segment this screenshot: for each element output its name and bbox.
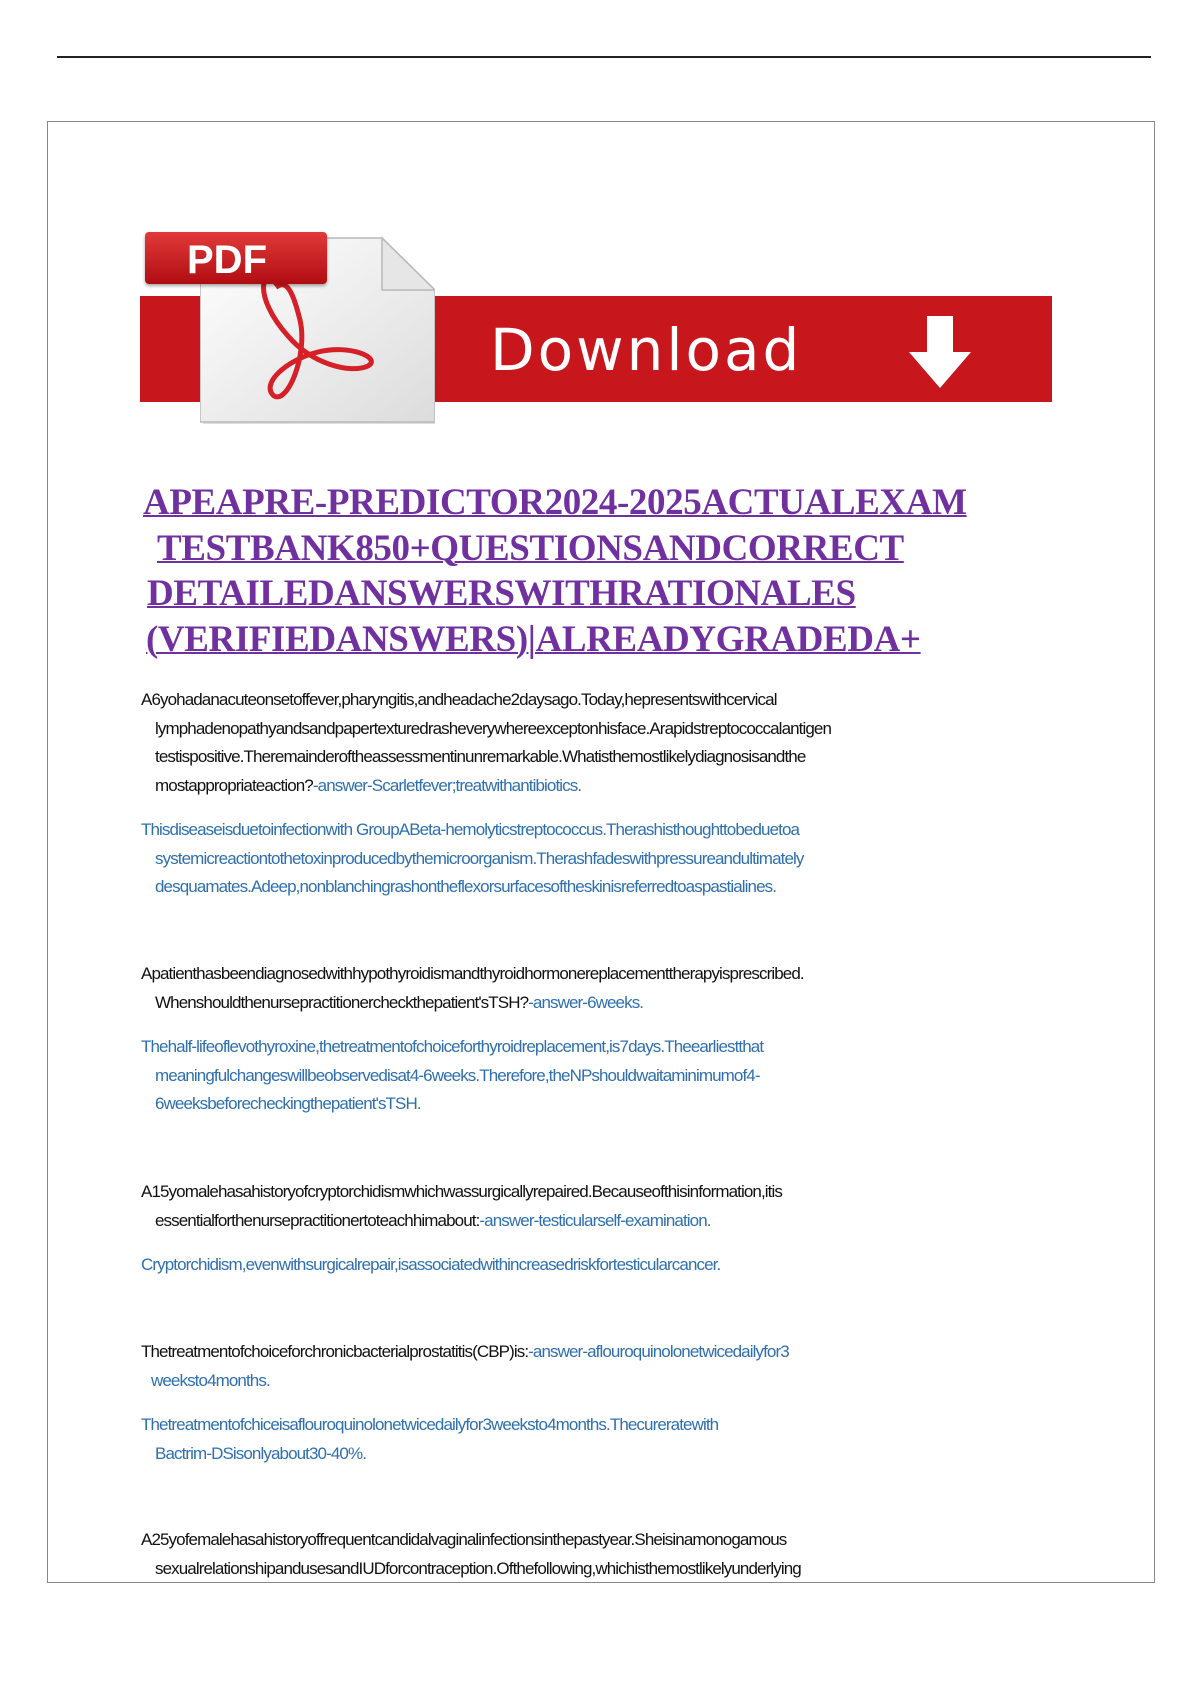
rationale-line: Bactrim-DSisonlyabout30-40%. [155, 1443, 367, 1463]
document-title [143, 480, 1043, 662]
question-line: sexualrelationshipandusesandIUDforcontraception.Ofthefollowing,whichisthemostlikelyunderlying [155, 1558, 801, 1578]
rationale-line: Thisdiseaseisduetoinfectionwith GroupABeta-hemolyticstreptococcus.Therashisthoughttobeduetoa [141, 820, 800, 839]
question-line: A25yofemalehasahistoryoffrequentcandidalvaginalinfectionsinthepastyear.Sheisinamonogamous [141, 1530, 787, 1549]
question-line: A15yomalehasahistoryofcryptorchidismwhichwassurgicallyrepaired.Becauseofthisinformation,itis [141, 1182, 782, 1201]
download-label: Download [490, 316, 803, 384]
rationale-line: systemicreactiontothetoxinproducedbythemicroorganism.Therashfadeswithpressureandultimately [155, 848, 804, 868]
qa-item [141, 960, 1021, 1119]
question [141, 1178, 1021, 1235]
question-line: essentialforthenursepractitionertoteachhimabout: [155, 1210, 480, 1230]
download-arrow-icon [905, 316, 975, 390]
question-line: Whenshouldthenursepractitionercheckthepatient'sTSH? [155, 992, 529, 1012]
answer-text: weeksto4months. [151, 1370, 270, 1390]
question-line: mostappropriateaction? [155, 775, 313, 795]
rationale [141, 1251, 1021, 1280]
title-line: APEAPRE-PREDICTOR2024-2025ACTUALEXAM [143, 482, 967, 523]
answer-text: -answer-Scarletfever;treatwithantibiotics. [312, 775, 582, 795]
rationale-line: Thetreatmentofchiceisaflouroquinolonetwicedailyfor3weeksto4months.Thecureratewith [141, 1415, 719, 1434]
question-answer-line [141, 1338, 1021, 1367]
qa-item [141, 1526, 1021, 1583]
answer-text: -answer-6weeks. [528, 992, 644, 1012]
rationale [141, 816, 1021, 902]
question-line: lymphadenopathyandsandpapertexturedrasheverywhereexceptonhisface.Arapidstreptococcalantigen [155, 718, 832, 738]
answer-text: -answer-testicularself-examination. [479, 1210, 711, 1230]
rationale-line: Thehalf-lifeoflevothyroxine,thetreatmentofchoiceforthyroidreplacement,is7days.Theearliestthat [141, 1037, 764, 1056]
rationale-line: desquamates.Adeep,nonblanchingrashontheflexorsurfacesoftheskinisreferredtoaspastialines. [155, 877, 777, 896]
question-line: Thetreatmentofchoiceforchronicbacterialprostatitis(CBP)is: [141, 1342, 529, 1361]
qa-item [141, 1338, 1021, 1468]
qa-item [141, 686, 1021, 902]
qa-item [141, 1178, 1021, 1280]
question-line: testispositive.Theremainderoftheassessmentinunremarkable.Whatisthemostlikelydiagnosisandthe [155, 747, 806, 766]
title-line: (VERIFIEDANSWERS)|ALREADYGRADEDA+ [146, 618, 921, 660]
question-answer-line [141, 1207, 1021, 1236]
answer-text: -answer-aflouroquinolonetwicedailyfor3 [528, 1342, 789, 1361]
question-answer-line [141, 772, 1021, 801]
question [141, 1338, 1021, 1395]
title-line: TESTBANK850+QUESTIONSANDCORRECT [157, 527, 904, 569]
question [141, 960, 1021, 1017]
rationale-line: 6weeksbeforecheckingthepatient'sTSH. [155, 1094, 421, 1113]
rationale [141, 1033, 1021, 1119]
rationale-line: Cryptorchidism,evenwithsurgicalrepair,isassociatedwithincreasedriskfortesticularcancer. [141, 1255, 721, 1274]
question [141, 686, 1021, 800]
question [141, 1526, 1021, 1583]
question-answer-line [141, 989, 1021, 1018]
pdf-download-banner[interactable] [140, 218, 1052, 423]
rationale-line: meaningfulchangeswillbeobservedisat4-6weeks.Therefore,theNPshouldwaitaminimumof4- [155, 1065, 760, 1085]
question-line: Apatienthasbeendiagnosedwithhypothyroidismandthyroidhormonereplacementtherapyisprescribed. [141, 964, 804, 983]
title-line: DETAILEDANSWERSWITHRATIONALES [147, 573, 856, 614]
question-line: A6yohadanacuteonsetoffever,pharyngitis,andheadache2daysago.Today,hepresentswithcervical [141, 690, 777, 709]
top-rule [57, 56, 1151, 58]
pdf-label: PDF [187, 238, 267, 282]
rationale [141, 1411, 1021, 1468]
